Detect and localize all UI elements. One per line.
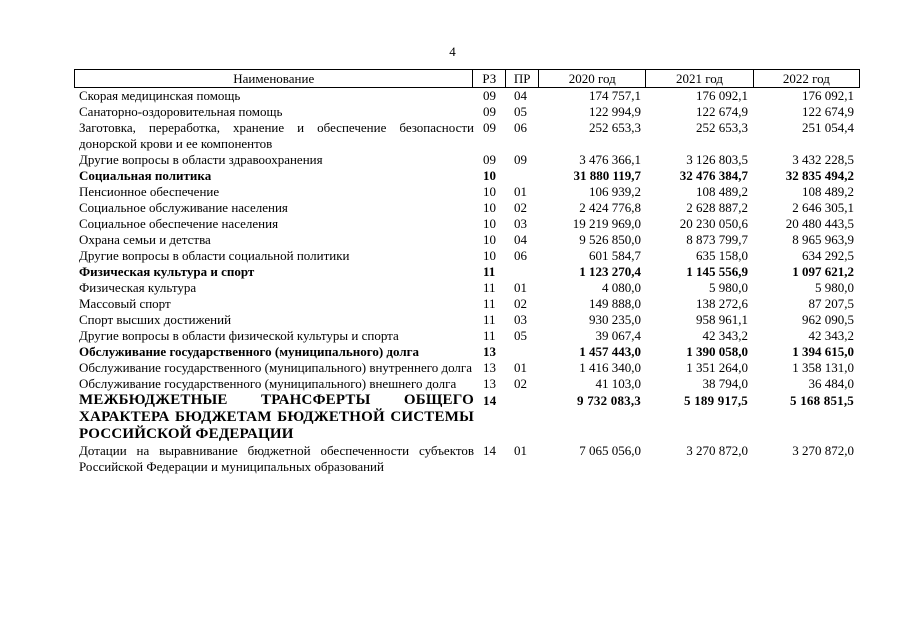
row-pr: 06 [514,120,527,135]
row-name: Массовый спорт [79,296,171,311]
row-pr [506,264,538,280]
row-pr: 09 [514,152,527,167]
row-2020: 1 123 270,4 [579,264,641,279]
table-row [74,360,860,376]
row-2021: 42 343,2 [702,328,748,343]
row-2020: 9 732 083,3 [577,393,641,408]
row-2022: 87 207,5 [808,296,854,311]
row-2021: 1 145 556,9 [686,264,748,279]
row-name: Скорая медицинская помощь [79,88,241,103]
header-2020: 2020 год [539,70,646,87]
row-2021: 5 189 917,5 [684,393,748,408]
row-2022: 20 480 443,5 [785,216,854,231]
header-rz: РЗ [473,70,506,87]
row-rz: 10 [483,184,496,199]
row-2022: 122 674,9 [802,104,854,119]
row-2022: 962 090,5 [802,312,854,327]
row-rz: 13 [483,360,496,375]
row-2020: 601 584,7 [589,248,641,263]
row-2021: 1 390 058,0 [686,344,748,359]
table-row [74,216,860,232]
row-rz: 14 [483,443,496,458]
table-row [74,88,860,104]
row-name: Пенсионное обеспечение [79,184,220,199]
table-row-section [74,264,860,280]
row-rz: 09 [483,88,496,103]
row-2020: 3 476 366,1 [579,152,641,167]
row-2021: 2 628 887,2 [686,200,748,215]
row-rz: 11 [483,312,496,327]
table-row [74,248,860,264]
row-2020: 1 457 443,0 [579,344,641,359]
table-row [74,312,860,328]
row-2020: 1 416 340,0 [579,360,641,375]
row-2022: 36 484,0 [808,376,854,391]
header-pr: ПР [506,70,539,87]
row-rz: 10 [483,168,496,183]
table-row [74,184,860,200]
row-2021: 252 653,3 [696,120,748,135]
row-2021: 38 794,0 [702,376,748,391]
row-2021: 8 873 799,7 [686,232,748,247]
table-row-section [74,344,860,360]
row-pr: 01 [514,280,527,295]
row-pr [506,392,538,443]
row-rz: 13 [483,344,496,359]
row-name: Социальная политика [79,168,212,183]
table-row [74,200,860,216]
row-pr: 02 [514,296,527,311]
table-row [74,296,860,312]
row-rz: 10 [483,216,496,231]
row-2022: 1 358 131,0 [792,360,854,375]
row-name: Заготовка, переработка, хранение и обеспечение безопасности донорской крови и ее компонентов [79,120,474,151]
header-2021: 2021 год [646,70,753,87]
row-2022: 634 292,5 [802,248,854,263]
row-2020: 41 103,0 [595,376,641,391]
row-2020: 9 526 850,0 [579,232,641,247]
row-2022: 5 168 851,5 [790,393,854,408]
row-rz: 11 [483,296,496,311]
row-name: Обслуживание государственного (муниципального) долга [79,344,420,359]
row-2021: 20 230 050,6 [679,216,748,231]
row-rz: 10 [483,248,496,263]
table-row [74,120,860,152]
row-2021: 3 270 872,0 [686,443,748,458]
row-2021: 138 272,6 [696,296,748,311]
row-pr [506,168,538,184]
row-2022: 3 432 228,5 [792,152,854,167]
table-row [74,280,860,296]
row-2022: 176 092,1 [802,88,854,103]
row-pr: 03 [514,312,527,327]
row-2022: 2 646 305,1 [792,200,854,215]
row-name: Другие вопросы в области социальной политики [79,248,350,263]
row-2020: 149 888,0 [589,296,641,311]
row-2021: 122 674,9 [696,104,748,119]
row-rz: 09 [483,104,496,119]
row-2021: 176 092,1 [696,88,748,103]
page-number: 4 [449,44,456,59]
row-name: Дотации на выравнивание бюджетной обеспеченности субъектов Российской Федерации и муниципальных образований [79,443,474,474]
table-body [74,88,860,475]
header-name: Наименование [75,70,473,87]
row-2021: 5 980,0 [709,280,748,295]
row-2020: 4 080,0 [602,280,641,295]
row-2020: 2 424 776,8 [579,200,641,215]
table-row [74,443,860,475]
row-2022: 108 489,2 [802,184,854,199]
row-name: Обслуживание государственного (муниципального) внешнего долга [79,376,457,391]
row-2022: 5 980,0 [815,280,854,295]
row-2022: 1 394 615,0 [792,344,854,359]
row-2021: 3 126 803,5 [686,152,748,167]
row-2022: 42 343,2 [808,328,854,343]
table-header [74,69,860,88]
row-name: Другие вопросы в области здравоохранения [79,152,323,167]
row-2020: 106 939,2 [589,184,641,199]
row-pr: 02 [514,200,527,215]
row-2022: 3 270 872,0 [792,443,854,458]
row-name: Физическая культура [79,280,197,295]
row-name: Физическая культура и спорт [79,264,255,279]
table-row-section [74,168,860,184]
row-name: Социальное обслуживание населения [79,200,288,215]
row-rz: 13 [483,376,496,391]
row-pr: 04 [514,232,527,247]
row-pr [506,344,538,360]
row-2022: 1 097 621,2 [792,264,854,279]
row-name: Социальное обеспечение населения [79,216,279,231]
row-2020: 39 067,4 [595,328,641,343]
row-2020: 19 219 969,0 [572,216,641,231]
row-pr: 03 [514,216,527,231]
row-name: Спорт высших достижений [79,312,232,327]
row-pr: 06 [514,248,527,263]
row-pr: 01 [514,443,527,458]
row-2020: 252 653,3 [589,120,641,135]
table-row [74,232,860,248]
row-2020: 31 880 119,7 [573,168,641,183]
row-pr: 01 [514,360,527,375]
row-name: МЕЖБЮДЖЕТНЫЕ ТРАНСФЕРТЫ ОБЩЕГО ХАРАКТЕРА БЮДЖЕТАМ БЮДЖЕТНОЙ СИСТЕМЫ РОССИЙСКОЙ ФЕДЕРАЦИИ [79,392,474,442]
table-row [74,376,860,392]
row-2021: 108 489,2 [696,184,748,199]
row-rz: 10 [483,200,496,215]
row-2021: 635 158,0 [696,248,748,263]
row-2020: 7 065 056,0 [579,443,641,458]
row-rz: 09 [483,152,496,167]
row-pr: 04 [514,88,527,103]
table-row [74,152,860,168]
table-row [74,104,860,120]
row-rz: 09 [483,120,496,135]
row-2022: 8 965 963,9 [792,232,854,247]
row-name: Охрана семьи и детства [79,232,211,247]
table-row-section [74,392,860,443]
row-2021: 1 351 264,0 [686,360,748,375]
header-2022: 2022 год [754,70,860,87]
row-2020: 930 235,0 [589,312,641,327]
row-pr: 05 [514,104,527,119]
row-2021: 32 476 384,7 [679,168,748,183]
row-name: Санаторно-оздоровительная помощь [79,104,283,119]
row-rz: 14 [483,393,497,408]
row-rz: 11 [483,328,496,343]
row-2021: 958 961,1 [696,312,748,327]
budget-table [74,69,860,475]
row-pr: 02 [514,376,527,391]
row-name: Другие вопросы в области физической культуры и спорта [79,328,399,343]
row-rz: 10 [483,232,496,247]
row-pr: 01 [514,184,527,199]
row-rz: 11 [483,264,496,279]
row-2022: 32 835 494,2 [785,168,854,183]
row-pr: 05 [514,328,527,343]
row-2020: 174 757,1 [589,88,641,103]
row-rz: 11 [483,280,496,295]
row-name: Обслуживание государственного (муниципального) внутреннего долга [79,360,473,375]
row-2020: 122 994,9 [589,104,641,119]
table-row [74,328,860,344]
row-2022: 251 054,4 [802,120,854,135]
